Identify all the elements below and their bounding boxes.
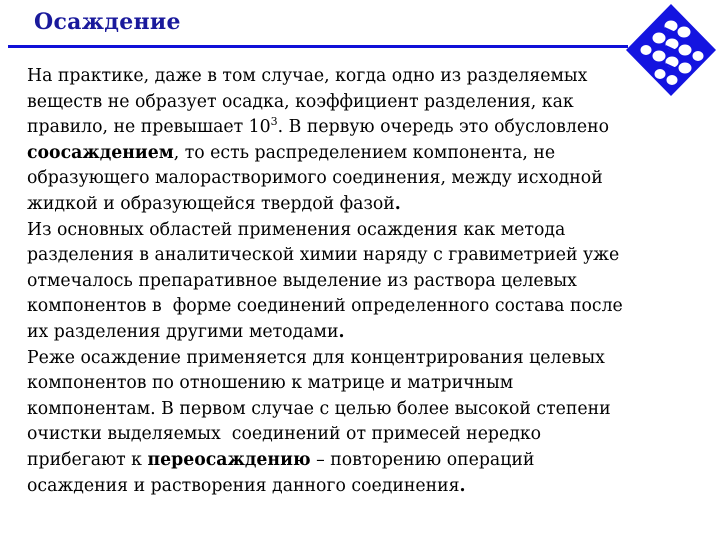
text-line: На практике, даже в том случае, когда одно из разделяемых: [27, 66, 588, 86]
page-title: Осаждение: [34, 9, 181, 35]
text-line: веществ не образует осадка, коэффициент разделения, как: [27, 91, 574, 112]
text-line: разделения в аналитической химии наряду с гравиметрией уже: [27, 245, 620, 266]
text-line: осаждения и растворения данного соединения.: [27, 475, 466, 496]
text-line: прибегают к переосаждению – повторению операций: [27, 449, 535, 470]
text-line: соосаждением, то есть распределением компонента, не: [27, 142, 556, 163]
superscript-exponent: 3: [270, 115, 278, 129]
text-line: Из основных областей применения осаждения как метода: [27, 219, 566, 240]
text-line: правило, не превышает $10^3$. В первую очередь это обусловлено: [27, 115, 610, 138]
text-line: жидкой и образующейся твердой фазой.: [27, 193, 401, 214]
term-coprecipitation: соосаждением: [27, 142, 174, 163]
text-line: компонентов по отношению к матрице и матричным: [27, 373, 514, 394]
text-line: компонентов в форме соединений определенного состава после: [27, 296, 623, 317]
text-line: компонентам. В первом случае с целью более высокой степени: [27, 398, 611, 419]
text-line: их разделения другими методами.: [27, 321, 345, 342]
text-line: образующего малорастворимого соединения, между исходной: [27, 168, 603, 189]
title-underline: [8, 45, 628, 48]
body-text: [27, 64, 697, 499]
text-line: отмечалось препаративное выделение из раствора целевых: [27, 270, 577, 291]
text-line: очистки выделяемых соединений от примесей нередко: [27, 424, 542, 445]
term-reprecipitation: переосаждению: [147, 449, 311, 470]
text-line: Реже осаждение применяется для концентрирования целевых: [27, 347, 605, 368]
